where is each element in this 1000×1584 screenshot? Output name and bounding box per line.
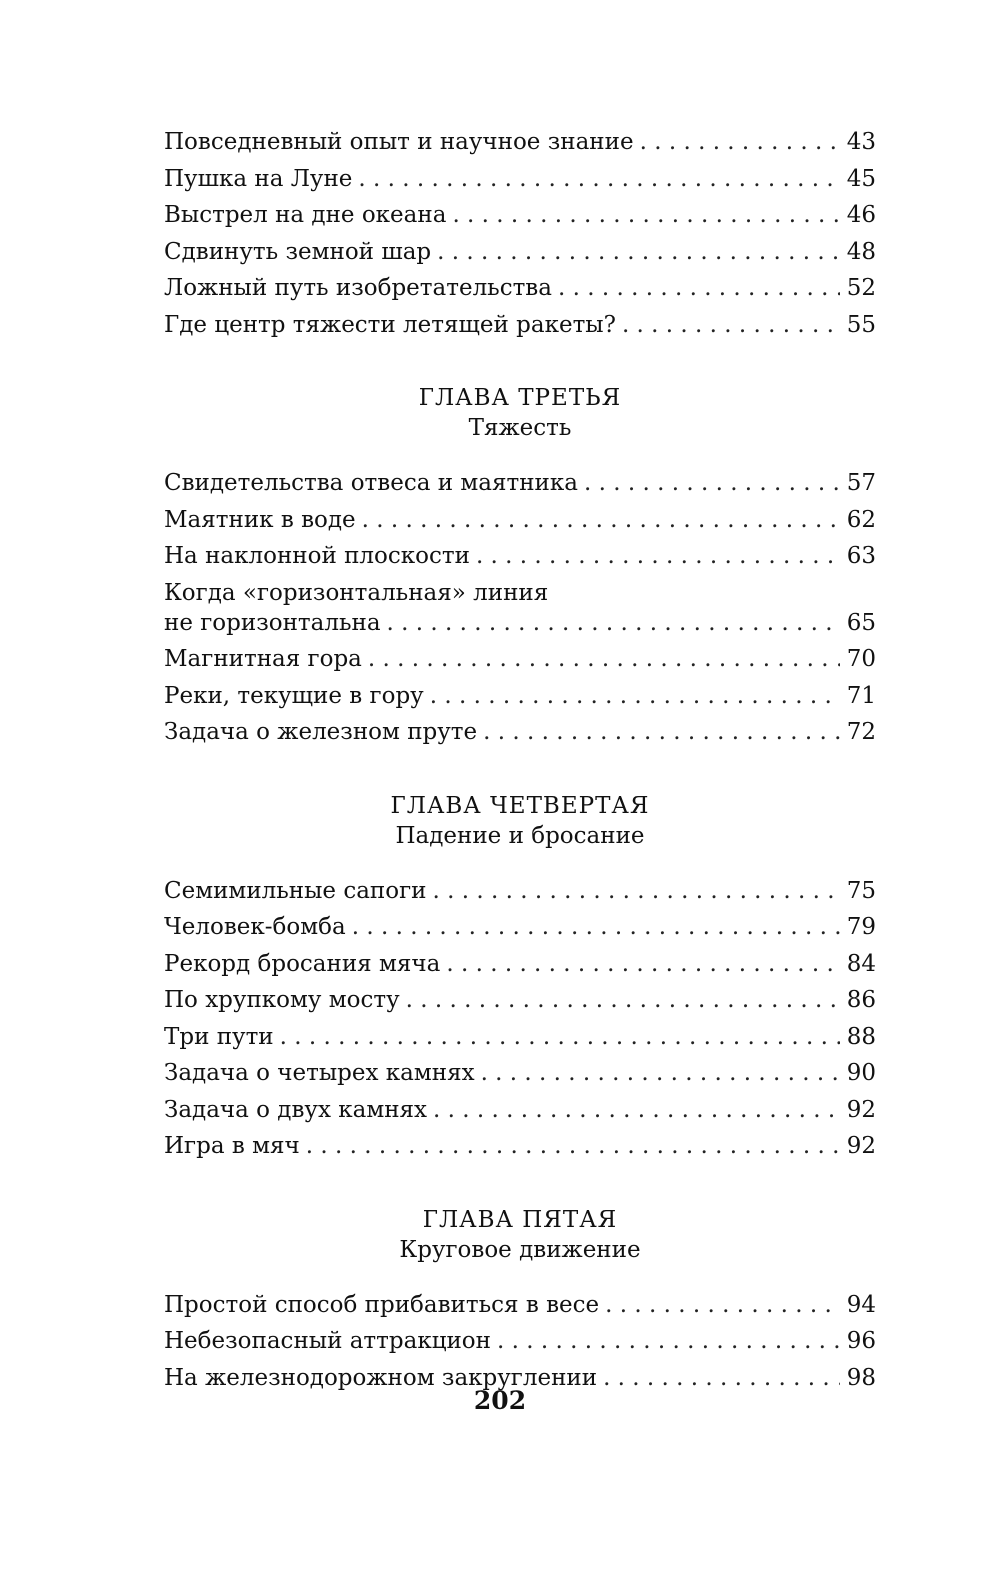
dot-leader [362,502,840,539]
toc-entry-title: Человек-бомба [164,914,346,940]
chapter-title: Падение и бросание [395,822,645,849]
table-of-contents [164,124,876,1396]
dot-leader [430,678,840,715]
toc-entry-title: На железнодорожном закруглении [164,1364,598,1391]
toc-entry[interactable] [164,678,876,715]
toc-entry-title: По хрупкому мосту [164,987,400,1013]
toc-entry-title-line1: Когда «горизонтальная» линия [164,579,549,606]
toc-entry[interactable] [164,909,876,946]
toc-section-chapter-4 [164,873,876,1165]
dot-leader [433,873,841,910]
toc-entry-title: Магнитная гора [164,646,362,672]
toc-entry-title: не горизонтальна [164,609,381,636]
chapter-number: ГЛАВА ПЯТАЯ [422,1206,618,1233]
toc-entry[interactable] [164,1092,876,1129]
dot-leader [483,714,840,751]
toc-entry-title: Задача о четырех камнях [164,1060,475,1086]
toc-entry-last-line [164,605,876,642]
toc-entry-title: Повседневный опыт и научное знание [164,129,634,155]
toc-section-prev [164,124,876,343]
chapter-number: ГЛАВА ЧЕТВЕРТАЯ [390,792,650,819]
toc-entry[interactable] [164,1287,876,1324]
toc-entry-title: Реки, текущие в гору [164,682,424,709]
dot-leader [452,197,840,234]
toc-entry[interactable] [164,1055,876,1092]
toc-entry-title: Три пути [164,1023,274,1050]
toc-entry-title: Игра в мяч [164,1133,300,1159]
dot-leader [358,161,840,198]
chapter-number: ГЛАВА ТРЕТЬЯ [418,385,622,411]
toc-entry-title: Ложный путь изобретательства [164,275,552,301]
toc-entry-page: 65 [846,609,876,636]
toc-entry[interactable] [164,234,876,271]
toc-entry-title: Где центр тяжести летящей ракеты? [164,311,616,338]
toc-entry[interactable] [164,197,876,234]
chapter-heading [164,1205,876,1265]
toc-entry[interactable] [164,641,876,678]
toc-entry-title: Небезопасный аттракцион [164,1328,491,1354]
dot-leader [476,538,840,575]
dot-leader [368,641,840,678]
toc-entry[interactable] [164,307,876,344]
dot-leader [481,1055,840,1092]
dot-leader [352,909,840,946]
toc-entry-title: Задача о двух камнях [164,1096,428,1123]
toc-entry-page: 92 [846,1133,876,1159]
toc-entry-page: 48 [846,238,876,265]
toc-entry[interactable] [164,465,876,502]
toc-entry[interactable] [164,1019,876,1056]
toc-entry-title: Свидетельства отвеса и маятника [164,470,578,496]
toc-entry-page: 90 [846,1060,876,1086]
toc-entry-title: Простой способ прибавиться в весе [164,1291,600,1318]
toc-entry-page: 94 [846,1291,876,1318]
toc-entry-multiline[interactable] [164,575,876,642]
dot-leader [558,270,840,307]
toc-entry-page: 63 [846,543,876,569]
dot-leader [640,124,840,161]
dot-leader [387,605,840,642]
dot-leader [437,234,840,271]
toc-entry-title: Пушка на Луне [164,165,353,192]
chapter-title: Круговое движение [399,1236,641,1263]
toc-entry[interactable] [164,124,876,161]
dot-leader [433,1092,840,1129]
dot-leader [306,1128,840,1165]
toc-entry-page: 43 [846,129,876,155]
chapter-heading [164,383,876,443]
dot-leader [584,465,840,502]
dot-leader [497,1323,840,1360]
toc-entry[interactable] [164,538,876,575]
toc-entry-page: 46 [846,202,876,228]
toc-entry[interactable] [164,161,876,198]
toc-entry-page: 72 [846,719,876,745]
dot-leader [446,946,840,983]
toc-entry[interactable] [164,1128,876,1165]
toc-entry-page: 86 [846,987,876,1013]
toc-entry-page: 88 [846,1023,876,1050]
toc-entry-title: Рекорд бросания мяча [164,950,441,977]
toc-entry-title: Сдвинуть земной шар [164,238,432,265]
toc-entry-page: 84 [846,950,876,977]
toc-entry-page: 55 [846,311,876,338]
toc-entry-page: 52 [846,275,876,301]
dot-leader [605,1287,840,1324]
chapter-heading [164,791,876,851]
toc-entry-page: 92 [846,1096,876,1123]
toc-entry[interactable] [164,1323,876,1360]
toc-entry[interactable] [164,873,876,910]
toc-entry-page: 62 [846,506,876,533]
dot-leader [406,982,840,1019]
toc-entry-title: Задача о железном пруте [164,719,478,745]
toc-entry-page: 57 [846,470,876,496]
toc-entry-page: 79 [846,914,876,940]
toc-entry-page: 71 [846,682,876,709]
toc-entry-page: 98 [846,1364,876,1391]
toc-section-chapter-3 [164,465,876,751]
toc-entry-page: 45 [846,165,876,192]
toc-entry-page: 70 [846,646,876,672]
toc-entry[interactable] [164,502,876,539]
toc-entry[interactable] [164,714,876,751]
toc-entry-page: 96 [846,1328,876,1354]
toc-entry-title: На наклонной плоскости [164,543,470,569]
toc-section-chapter-5 [164,1287,876,1397]
toc-entry-title: Маятник в воде [164,506,356,533]
page-number: 202 [473,1386,527,1415]
chapter-title: Тяжесть [468,415,572,441]
toc-entry-page: 75 [846,877,876,904]
toc-entry[interactable] [164,982,876,1019]
toc-entry[interactable] [164,270,876,307]
dot-leader [280,1019,840,1056]
toc-entry[interactable] [164,946,876,983]
toc-entry-title: Семимильные сапоги [164,877,427,904]
dot-leader [622,307,840,344]
toc-entry-title: Выстрел на дне океана [164,202,447,228]
